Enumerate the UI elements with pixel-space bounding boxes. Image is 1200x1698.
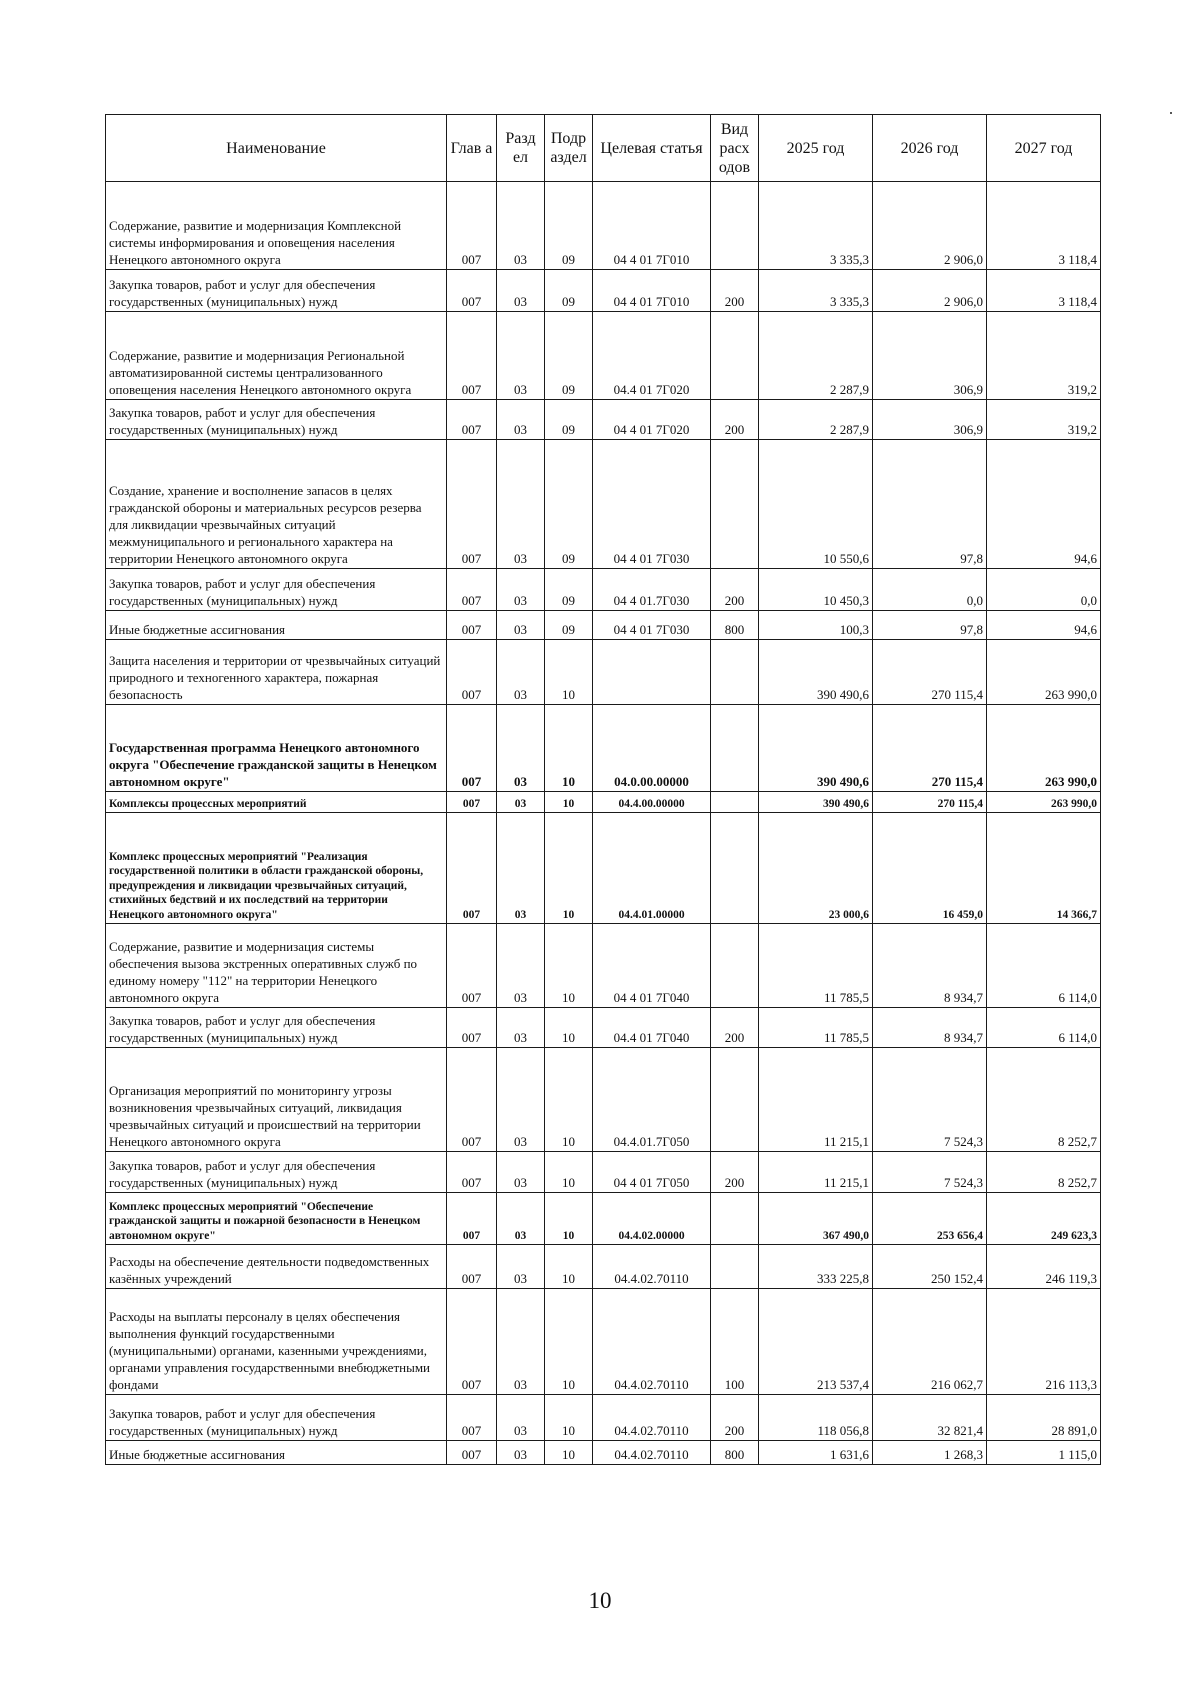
cell-podrazdel: 10 xyxy=(545,1008,593,1048)
cell-razdel: 03 xyxy=(497,705,545,792)
cell-vid xyxy=(711,1048,759,1152)
cell-2025: 390 490,6 xyxy=(759,640,873,705)
cell-name: Закупка товаров, работ и услуг для обеспечения государственных (муниципальных) нужд xyxy=(106,1008,447,1048)
cell-vid: 100 xyxy=(711,1289,759,1395)
cell-glava: 007 xyxy=(447,813,497,924)
cell-2027: 3 118,4 xyxy=(987,182,1101,270)
cell-name: Защита населения и территории от чрезвычайных ситуаций природного и техногенного характера, пожарная безопасность xyxy=(106,640,447,705)
cell-glava: 007 xyxy=(447,705,497,792)
cell-target: 04.4 01 7Г040 xyxy=(593,1008,711,1048)
cell-razdel: 03 xyxy=(497,569,545,611)
cell-glava: 007 xyxy=(447,1152,497,1193)
cell-2026: 216 062,7 xyxy=(873,1289,987,1395)
cell-glava: 007 xyxy=(447,1441,497,1465)
cell-2025: 2 287,9 xyxy=(759,400,873,440)
table-header-row xyxy=(106,115,1101,182)
cell-glava: 007 xyxy=(447,440,497,569)
table-row xyxy=(106,182,1101,270)
cell-2027: 319,2 xyxy=(987,400,1101,440)
cell-vid: 200 xyxy=(711,569,759,611)
table-row xyxy=(106,1441,1101,1465)
cell-name: Закупка товаров, работ и услуг для обеспечения государственных (муниципальных) нужд xyxy=(106,400,447,440)
cell-2027: 263 990,0 xyxy=(987,792,1101,813)
cell-podrazdel: 10 xyxy=(545,705,593,792)
table-row xyxy=(106,1395,1101,1441)
cell-vid: 800 xyxy=(711,1441,759,1465)
cell-2026: 8 934,7 xyxy=(873,924,987,1008)
cell-podrazdel: 10 xyxy=(545,1048,593,1152)
cell-2025: 11 215,1 xyxy=(759,1152,873,1193)
cell-name: Закупка товаров, работ и услуг для обеспечения государственных (муниципальных) нужд xyxy=(106,1152,447,1193)
cell-name: Комплекс процессных мероприятий "Обеспечение гражданской защиты и пожарной безопасности в Ненецком автономном округе" xyxy=(106,1193,447,1245)
cell-2027: 28 891,0 xyxy=(987,1395,1101,1441)
cell-name: Закупка товаров, работ и услуг для обеспечения государственных (муниципальных) нужд xyxy=(106,1395,447,1441)
cell-2026: 32 821,4 xyxy=(873,1395,987,1441)
cell-podrazdel: 10 xyxy=(545,1152,593,1193)
cell-razdel: 03 xyxy=(497,792,545,813)
cell-2026: 16 459,0 xyxy=(873,813,987,924)
cell-2025: 100,3 xyxy=(759,611,873,640)
cell-2027: 3 118,4 xyxy=(987,270,1101,312)
table-row xyxy=(106,813,1101,924)
cell-target: 04 4 01 7Г050 xyxy=(593,1152,711,1193)
table-row xyxy=(106,569,1101,611)
cell-2026: 2 906,0 xyxy=(873,270,987,312)
cell-2026: 8 934,7 xyxy=(873,1008,987,1048)
cell-glava: 007 xyxy=(447,611,497,640)
cell-vid xyxy=(711,440,759,569)
cell-razdel: 03 xyxy=(497,1193,545,1245)
cell-2025: 213 537,4 xyxy=(759,1289,873,1395)
col-header-2025: 2025 год xyxy=(759,115,873,182)
table-row xyxy=(106,1152,1101,1193)
cell-glava: 007 xyxy=(447,640,497,705)
cell-razdel: 03 xyxy=(497,813,545,924)
cell-name: Иные бюджетные ассигнования xyxy=(106,1441,447,1465)
col-header-2026: 2026 год xyxy=(873,115,987,182)
cell-podrazdel: 09 xyxy=(545,440,593,569)
cell-2025: 11 785,5 xyxy=(759,924,873,1008)
cell-razdel: 03 xyxy=(497,1441,545,1465)
table-row xyxy=(106,1193,1101,1245)
cell-target: 04.4.02.70110 xyxy=(593,1245,711,1289)
cell-vid xyxy=(711,792,759,813)
cell-target: 04 4 01 7Г030 xyxy=(593,440,711,569)
cell-name: Содержание, развитие и модернизация Комплексной системы информирования и оповещения населения Ненецкого автономного округа xyxy=(106,182,447,270)
cell-2025: 118 056,8 xyxy=(759,1395,873,1441)
cell-podrazdel: 10 xyxy=(545,1395,593,1441)
cell-target: 04 4 01 7Г040 xyxy=(593,924,711,1008)
cell-name: Комплексы процессных мероприятий xyxy=(106,792,447,813)
cell-name: Содержание, развитие и модернизация системы обеспечения вызова экстренных оперативных служб по единому номеру "112" на территории Ненецкого автономного округа xyxy=(106,924,447,1008)
cell-vid: 200 xyxy=(711,1008,759,1048)
col-header-podrazdel: Подр аздел xyxy=(545,115,593,182)
cell-podrazdel: 09 xyxy=(545,611,593,640)
cell-razdel: 03 xyxy=(497,312,545,400)
cell-2025: 10 450,3 xyxy=(759,569,873,611)
cell-razdel: 03 xyxy=(497,640,545,705)
cell-2027: 14 366,7 xyxy=(987,813,1101,924)
cell-2027: 319,2 xyxy=(987,312,1101,400)
cell-razdel: 03 xyxy=(497,611,545,640)
cell-razdel: 03 xyxy=(497,1245,545,1289)
table-row xyxy=(106,1245,1101,1289)
cell-podrazdel: 09 xyxy=(545,182,593,270)
cell-razdel: 03 xyxy=(497,1048,545,1152)
cell-2025: 11 215,1 xyxy=(759,1048,873,1152)
table-body xyxy=(106,182,1101,1465)
cell-target: 04 4 01 7Г020 xyxy=(593,400,711,440)
cell-glava: 007 xyxy=(447,400,497,440)
cell-podrazdel: 09 xyxy=(545,312,593,400)
cell-target: 04.4.02.70110 xyxy=(593,1441,711,1465)
table-row xyxy=(106,270,1101,312)
cell-2026: 2 906,0 xyxy=(873,182,987,270)
cell-name: Организация мероприятий по мониторингу угрозы возникновения чрезвычайных ситуаций, ликвидация чрезвычайных ситуаций и происшествий на территории Ненецкого автономного округа xyxy=(106,1048,447,1152)
cell-2027: 0,0 xyxy=(987,569,1101,611)
cell-2025: 3 335,3 xyxy=(759,270,873,312)
cell-target: 04.4 01 7Г020 xyxy=(593,312,711,400)
cell-2027: 216 113,3 xyxy=(987,1289,1101,1395)
cell-2026: 0,0 xyxy=(873,569,987,611)
cell-2025: 3 335,3 xyxy=(759,182,873,270)
cell-2027: 8 252,7 xyxy=(987,1048,1101,1152)
cell-2026: 250 152,4 xyxy=(873,1245,987,1289)
cell-name: Государственная программа Ненецкого автономного округа "Обеспечение гражданской защиты в Ненецком автономном округе" xyxy=(106,705,447,792)
table-row xyxy=(106,400,1101,440)
table-row xyxy=(106,792,1101,813)
cell-2025: 10 550,6 xyxy=(759,440,873,569)
cell-vid: 800 xyxy=(711,611,759,640)
cell-target: 04.4.01.00000 xyxy=(593,813,711,924)
scan-speck xyxy=(1170,112,1172,114)
cell-vid xyxy=(711,312,759,400)
cell-name: Расходы на выплаты персоналу в целях обеспечения выполнения функций государственными (муниципальными) органами, казенными учреждениями, органами управления государственными внебюджетными фондами xyxy=(106,1289,447,1395)
cell-podrazdel: 10 xyxy=(545,924,593,1008)
cell-razdel: 03 xyxy=(497,270,545,312)
col-header-target: Целевая статья xyxy=(593,115,711,182)
cell-2026: 97,8 xyxy=(873,611,987,640)
cell-2027: 6 114,0 xyxy=(987,1008,1101,1048)
cell-vid xyxy=(711,640,759,705)
cell-name: Закупка товаров, работ и услуг для обеспечения государственных (муниципальных) нужд xyxy=(106,569,447,611)
cell-2027: 246 119,3 xyxy=(987,1245,1101,1289)
cell-2026: 306,9 xyxy=(873,400,987,440)
cell-2026: 270 115,4 xyxy=(873,792,987,813)
table-row xyxy=(106,924,1101,1008)
cell-vid xyxy=(711,813,759,924)
table-row xyxy=(106,640,1101,705)
cell-2027: 6 114,0 xyxy=(987,924,1101,1008)
cell-podrazdel: 09 xyxy=(545,400,593,440)
cell-name: Создание, хранение и восполнение запасов в целях гражданской обороны и материальных ресурсов резерва для ликвидации чрезвычайных ситуаций межмуниципального и регионального характера на территории Ненецкого автономного округа xyxy=(106,440,447,569)
cell-glava: 007 xyxy=(447,1193,497,1245)
cell-2025: 390 490,6 xyxy=(759,792,873,813)
cell-glava: 007 xyxy=(447,569,497,611)
cell-name: Комплекс процессных мероприятий "Реализация государственной политики в области гражданской обороны, предупреждения и ликвидации чрезвычайных ситуаций, стихийных бедствий и их последствий на территории Ненецкого автономного округа" xyxy=(106,813,447,924)
cell-podrazdel: 10 xyxy=(545,813,593,924)
cell-glava: 007 xyxy=(447,1289,497,1395)
cell-name: Расходы на обеспечение деятельности подведомственных казённых учреждений xyxy=(106,1245,447,1289)
cell-vid xyxy=(711,705,759,792)
budget-table xyxy=(105,114,1101,1465)
cell-2027: 94,6 xyxy=(987,440,1101,569)
cell-glava: 007 xyxy=(447,1048,497,1152)
col-header-name: Наименование xyxy=(106,115,447,182)
cell-razdel: 03 xyxy=(497,400,545,440)
cell-podrazdel: 10 xyxy=(545,1193,593,1245)
cell-vid xyxy=(711,182,759,270)
cell-2025: 333 225,8 xyxy=(759,1245,873,1289)
cell-2026: 7 524,3 xyxy=(873,1152,987,1193)
cell-2026: 306,9 xyxy=(873,312,987,400)
cell-name: Иные бюджетные ассигнования xyxy=(106,611,447,640)
cell-2025: 367 490,0 xyxy=(759,1193,873,1245)
cell-2025: 11 785,5 xyxy=(759,1008,873,1048)
cell-target: 04.4.02.00000 xyxy=(593,1193,711,1245)
cell-podrazdel: 10 xyxy=(545,792,593,813)
cell-2027: 94,6 xyxy=(987,611,1101,640)
cell-glava: 007 xyxy=(447,1245,497,1289)
table-row xyxy=(106,705,1101,792)
cell-2026: 7 524,3 xyxy=(873,1048,987,1152)
cell-2026: 270 115,4 xyxy=(873,640,987,705)
cell-2025: 1 631,6 xyxy=(759,1441,873,1465)
cell-name: Закупка товаров, работ и услуг для обеспечения государственных (муниципальных) нужд xyxy=(106,270,447,312)
cell-glava: 007 xyxy=(447,792,497,813)
cell-target: 04 4 01 7Г030 xyxy=(593,611,711,640)
cell-2027: 249 623,3 xyxy=(987,1193,1101,1245)
cell-2026: 97,8 xyxy=(873,440,987,569)
cell-target: 04 4 01.7Г030 xyxy=(593,569,711,611)
cell-2027: 263 990,0 xyxy=(987,705,1101,792)
cell-vid: 200 xyxy=(711,270,759,312)
cell-name: Содержание, развитие и модернизация Региональной автоматизированной системы централизованного оповещения населения Ненецкого автономного округа xyxy=(106,312,447,400)
cell-vid: 200 xyxy=(711,1395,759,1441)
cell-glava: 007 xyxy=(447,182,497,270)
cell-razdel: 03 xyxy=(497,1289,545,1395)
cell-target: 04.4.02.70110 xyxy=(593,1289,711,1395)
cell-razdel: 03 xyxy=(497,1152,545,1193)
cell-glava: 007 xyxy=(447,312,497,400)
cell-glava: 007 xyxy=(447,1008,497,1048)
cell-vid xyxy=(711,1245,759,1289)
cell-podrazdel: 09 xyxy=(545,270,593,312)
cell-vid xyxy=(711,924,759,1008)
col-header-vid: Вид расх одов xyxy=(711,115,759,182)
col-header-glava: Глав а xyxy=(447,115,497,182)
cell-razdel: 03 xyxy=(497,924,545,1008)
cell-2026: 253 656,4 xyxy=(873,1193,987,1245)
table-row xyxy=(106,1048,1101,1152)
cell-razdel: 03 xyxy=(497,182,545,270)
cell-glava: 007 xyxy=(447,1395,497,1441)
col-header-2027: 2027 год xyxy=(987,115,1101,182)
cell-podrazdel: 09 xyxy=(545,569,593,611)
cell-target: 04.4.00.00000 xyxy=(593,792,711,813)
cell-target: 04.4.02.70110 xyxy=(593,1395,711,1441)
page-number: 10 xyxy=(588,1588,612,1613)
table-row xyxy=(106,440,1101,569)
cell-target: 04.0.00.00000 xyxy=(593,705,711,792)
cell-podrazdel: 10 xyxy=(545,640,593,705)
cell-2025: 23 000,6 xyxy=(759,813,873,924)
cell-glava: 007 xyxy=(447,270,497,312)
cell-podrazdel: 10 xyxy=(545,1289,593,1395)
cell-razdel: 03 xyxy=(497,440,545,569)
cell-2027: 263 990,0 xyxy=(987,640,1101,705)
cell-razdel: 03 xyxy=(497,1008,545,1048)
cell-target xyxy=(593,640,711,705)
cell-2025: 2 287,9 xyxy=(759,312,873,400)
cell-vid xyxy=(711,1193,759,1245)
cell-target: 04 4 01 7Г010 xyxy=(593,270,711,312)
cell-glava: 007 xyxy=(447,924,497,1008)
cell-2026: 270 115,4 xyxy=(873,705,987,792)
cell-podrazdel: 10 xyxy=(545,1245,593,1289)
cell-vid: 200 xyxy=(711,400,759,440)
table-row xyxy=(106,1008,1101,1048)
cell-podrazdel: 10 xyxy=(545,1441,593,1465)
cell-vid: 200 xyxy=(711,1152,759,1193)
cell-2025: 390 490,6 xyxy=(759,705,873,792)
cell-2027: 8 252,7 xyxy=(987,1152,1101,1193)
table-row xyxy=(106,611,1101,640)
table-row xyxy=(106,1289,1101,1395)
cell-target: 04.4.01.7Г050 xyxy=(593,1048,711,1152)
cell-2027: 1 115,0 xyxy=(987,1441,1101,1465)
cell-target: 04 4 01 7Г010 xyxy=(593,182,711,270)
cell-2026: 1 268,3 xyxy=(873,1441,987,1465)
col-header-razdel: Разд ел xyxy=(497,115,545,182)
table-row xyxy=(106,312,1101,400)
cell-razdel: 03 xyxy=(497,1395,545,1441)
